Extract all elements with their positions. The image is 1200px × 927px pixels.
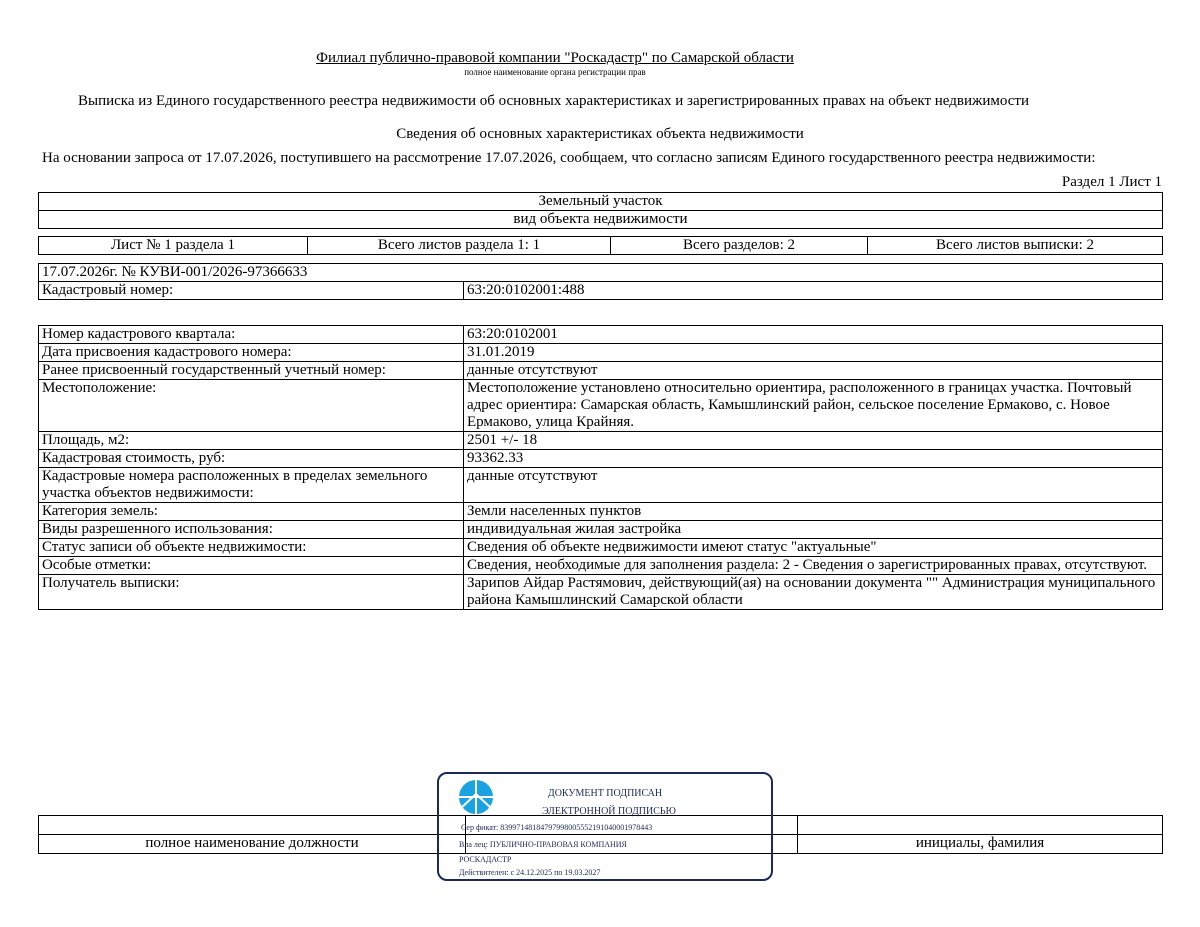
row-label: Ранее присвоенный государственный учетный номер: (39, 362, 464, 380)
row-label: Получатель выписки: (39, 575, 464, 610)
stamp-line2: ЭЛЕКТРОННОЙ ПОДПИСЬЮ (542, 806, 676, 817)
row-label: Местоположение: (39, 380, 464, 432)
cadastral-number-label: Кадастровый номер: (39, 282, 464, 300)
row-label: Номер кадастрового квартала: (39, 326, 464, 344)
row-value: Сведения, необходимые для заполнения раздела: 2 - Сведения о зарегистрированных правах, отсутствуют. (464, 557, 1163, 575)
row-value: 63:20:0102001 (464, 326, 1163, 344)
row-label: Кадастровая стоимость, руб: (39, 450, 464, 468)
stamp-owner-line2: РОСКАДАСТР (459, 855, 512, 864)
object-type-table (38, 192, 1163, 229)
sheets-table (38, 236, 1163, 255)
row-label: Категория земель: (39, 503, 464, 521)
row-value: Земли населенных пунктов (464, 503, 1163, 521)
row-label: Площадь, м2: (39, 432, 464, 450)
table-row (39, 326, 1163, 344)
total-extract-sheets-cell: Всего листов выписки: 2 (868, 237, 1163, 255)
sheet-number: Раздел 1 Лист 1 (1061, 174, 1162, 190)
table-row (39, 344, 1163, 362)
total-section-sheets-cell: Всего листов раздела 1: 1 (308, 237, 611, 255)
object-type: Земельный участок (39, 193, 1163, 211)
cadastral-number-value: 63:20:0102001:488 (464, 282, 1163, 300)
sheet-cell: Лист № 1 раздела 1 (39, 237, 308, 255)
name-caption: инициалы, фамилия (798, 835, 1163, 854)
stamp-validity: Действителен: с 24.12.2025 по 19.03.2027 (459, 868, 601, 877)
intro-text: На основании запроса от 17.07.2026, поступившего на рассмотрение 17.07.2026, сообщаем, что согласно записям Единого государственного реестра недвижимости: (42, 150, 1096, 166)
row-value: 93362.33 (464, 450, 1163, 468)
org-name-caption: полное наименование органа регистрации прав (464, 67, 646, 77)
position-caption: полное наименование должности (39, 835, 466, 854)
table-row (39, 450, 1163, 468)
table-row (39, 432, 1163, 450)
row-label: Кадастровые номера расположенных в пределах земельного участка объектов недвижимости: (39, 468, 464, 503)
table-row (39, 380, 1163, 432)
stamp-owner: Вла лец: ПУБЛИЧНО-ПРАВОВАЯ КОМПАНИЯ (459, 840, 627, 849)
table-row (39, 575, 1163, 610)
table-row (39, 521, 1163, 539)
total-sections-cell: Всего разделов: 2 (611, 237, 868, 255)
row-value: данные отсутствуют (464, 362, 1163, 380)
record-date-number: 17.07.2026г. № КУВИ-001/2026-97366633 (39, 264, 1163, 282)
row-label: Особые отметки: (39, 557, 464, 575)
row-value: Местоположение установлено относительно ориентира, расположенного в границах участка. Почтовый адрес ориентира: Самарская область, Камышлинский район, сельское поселение Ермаково, с. Новое Ермаково, улица Крайняя. (464, 380, 1163, 432)
row-value: Зарипов Айдар Растямович, действующий(ая) на основании документа "" Администрация муниципального района Камышлинский Самарской области (464, 575, 1163, 610)
row-value: данные отсутствуют (464, 468, 1163, 503)
signature-position-blank (39, 816, 466, 835)
table-row (39, 503, 1163, 521)
section-title: Сведения об основных характеристиках объекта недвижимости (396, 126, 804, 142)
signature-name-blank (798, 816, 1163, 835)
org-name: Филиал публично-правовой компании "Роскадастр" по Самарской области (316, 50, 794, 66)
row-value: индивидуальная жилая застройка (464, 521, 1163, 539)
row-value: 31.01.2019 (464, 344, 1163, 362)
document-title: Выписка из Единого государственного реестра недвижимости об основных характеристиках и зарегистрированных правах на объект недвижимости (78, 93, 1030, 109)
table-row (39, 539, 1163, 557)
row-label: Виды разрешенного использования: (39, 521, 464, 539)
table-row (39, 362, 1163, 380)
characteristics-table (38, 325, 1163, 610)
row-value: Сведения об объекте недвижимости имеют статус "актуальные" (464, 539, 1163, 557)
object-type-caption: вид объекта недвижимости (39, 211, 1163, 229)
table-row (39, 468, 1163, 503)
row-label: Статус записи об объекте недвижимости: (39, 539, 464, 557)
electronic-signature-stamp (437, 772, 773, 881)
stamp-line1: ДОКУМЕНТ ПОДПИСАН (547, 788, 663, 799)
row-label: Дата присвоения кадастрового номера: (39, 344, 464, 362)
stamp-certificate: Сер фикат: 83997148184797998005552191040001978443 (461, 823, 653, 832)
row-value: 2501 +/- 18 (464, 432, 1163, 450)
table-row (39, 557, 1163, 575)
record-table (38, 263, 1163, 300)
